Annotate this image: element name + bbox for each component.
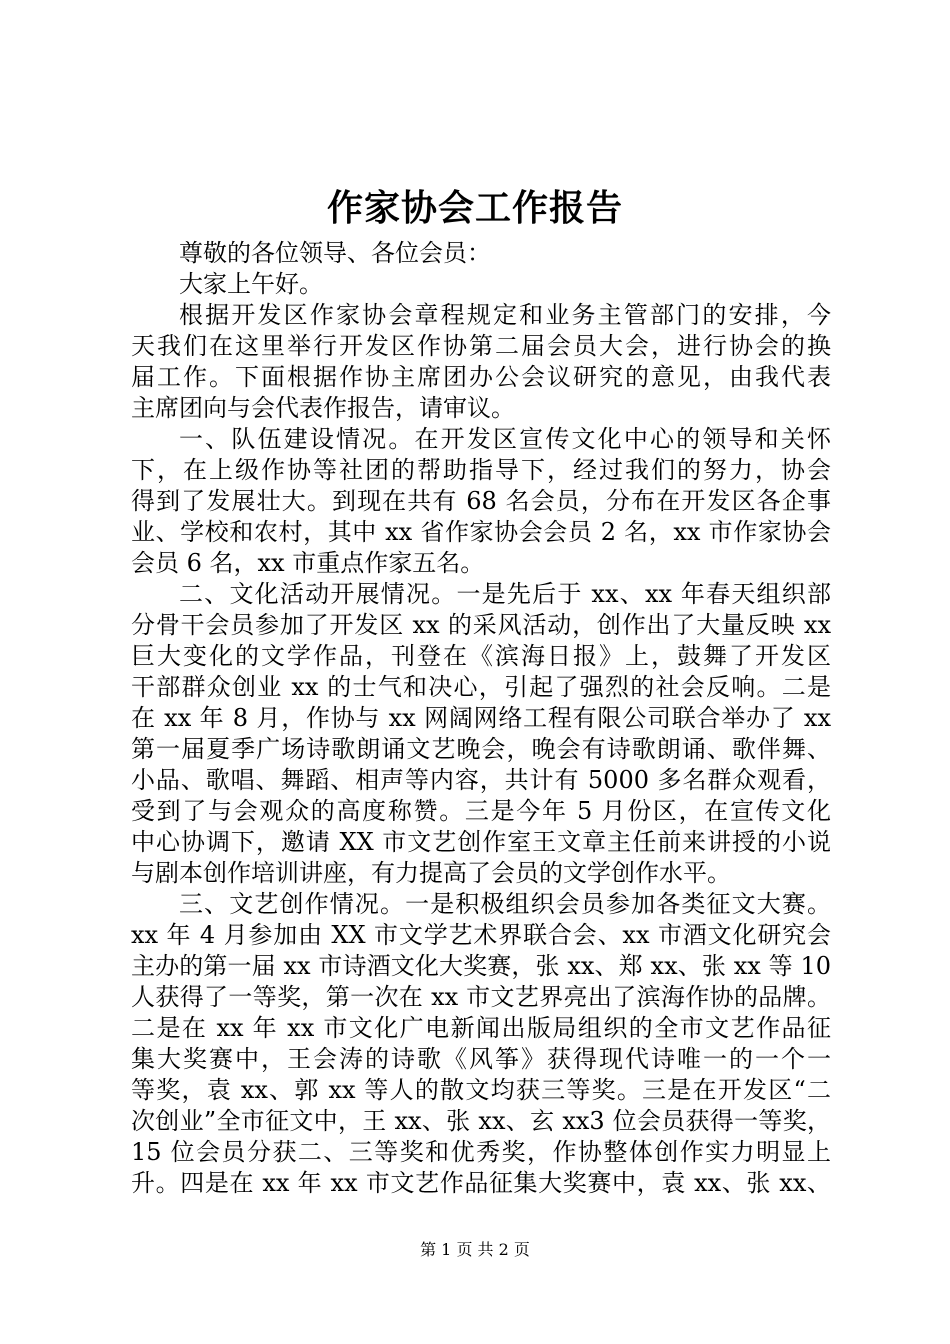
- body-line: 二是在 xx 年 xx 市文化广电新闻出版局组织的全市文艺作品征: [131, 1014, 831, 1042]
- body-line: 受到了与会观众的高度称赞。三是今年 5 月份区，在宣传文化: [131, 797, 831, 825]
- body-line: 干部群众创业 xx 的士气和决心，引起了强烈的社会反响。二是: [131, 673, 831, 701]
- document-title: 作家协会工作报告: [326, 187, 623, 229]
- body-line: 业、学校和农村，其中 xx 省作家协会会员 2 名，xx 市作家协会: [131, 518, 831, 546]
- body-line: 集大奖赛中，王会涛的诗歌《风筝》获得现代诗唯一的一个一: [131, 1045, 831, 1073]
- body-line: 届工作。下面根据作协主席团办公会议研究的意见，由我代表: [131, 363, 831, 391]
- body-line: xx 年 4 月参加由 XX 市文学艺术界联合会、xx 市酒文化研究会: [131, 921, 831, 949]
- body-line: 二、文化活动开展情况。一是先后于 xx、xx 年春天组织部: [179, 580, 831, 608]
- body-line: 大家上午好。: [179, 270, 323, 298]
- body-line: 升。四是在 xx 年 xx 市文艺作品征集大奖赛中，袁 xx、张 xx、: [131, 1169, 831, 1197]
- body-line: 根据开发区作家协会章程规定和业务主管部门的安排，今: [179, 301, 831, 329]
- document-body: [131, 238, 831, 1199]
- body-line: 主办的第一届 xx 市诗酒文化大奖赛，张 xx、郑 xx、张 xx 等 10: [131, 952, 831, 980]
- body-line: 三、文艺创作情况。一是积极组织会员参加各类征文大赛。: [179, 890, 831, 918]
- body-line: 一、队伍建设情况。在开发区宣传文化中心的领导和关怀: [179, 425, 831, 453]
- body-line: 中心协调下，邀请 XX 市文艺创作室王文章主任前来讲授的小说: [131, 828, 831, 856]
- body-line: 得到了发展壮大。到现在共有 68 名会员，分布在开发区各企事: [131, 487, 831, 515]
- body-line: 会员 6 名，xx 市重点作家五名。: [131, 549, 485, 577]
- body-line: 下，在上级作协等社团的帮助指导下，经过我们的努力，协会: [131, 456, 831, 484]
- body-line: 尊敬的各位领导、各位会员：: [179, 239, 491, 267]
- body-line: 小品、歌唱、舞蹈、相声等内容，共计有 5000 多名群众观看，: [131, 766, 831, 794]
- body-line: 在 xx 年 8 月，作协与 xx 网阔网络工程有限公司联合举办了 xx: [131, 704, 831, 732]
- body-line: 等奖，袁 xx、郭 xx 等人的散文均获三等奖。三是在开发区“二: [131, 1076, 831, 1104]
- body-line: 与剧本创作培训讲座，有力提高了会员的文学创作水平。: [131, 859, 731, 887]
- body-line: 15 位会员分获二、三等奖和优秀奖，作协整体创作实力明显上: [131, 1138, 831, 1166]
- body-line: 分骨干会员参加了开发区 xx 的采风活动，创作出了大量反映 xx: [131, 611, 831, 639]
- body-line: 人获得了一等奖，第一次在 xx 市文艺界亮出了滨海作协的品牌。: [131, 983, 831, 1011]
- body-line: 主席团向与会代表作报告，请审议。: [131, 394, 515, 422]
- page-footer: 第 1 页 共 2 页: [420, 1240, 530, 1259]
- body-line: 第一届夏季广场诗歌朗诵文艺晚会，晚会有诗歌朗诵、歌伴舞、: [131, 735, 831, 763]
- body-line: 巨大变化的文学作品，刊登在《滨海日报》上，鼓舞了开发区: [131, 642, 831, 670]
- body-line: 天我们在这里举行开发区作协第二届会员大会，进行协会的换: [131, 332, 831, 360]
- body-line: 次创业”全市征文中，王 xx、张 xx、玄 xx3 位会员获得一等奖，: [131, 1107, 831, 1135]
